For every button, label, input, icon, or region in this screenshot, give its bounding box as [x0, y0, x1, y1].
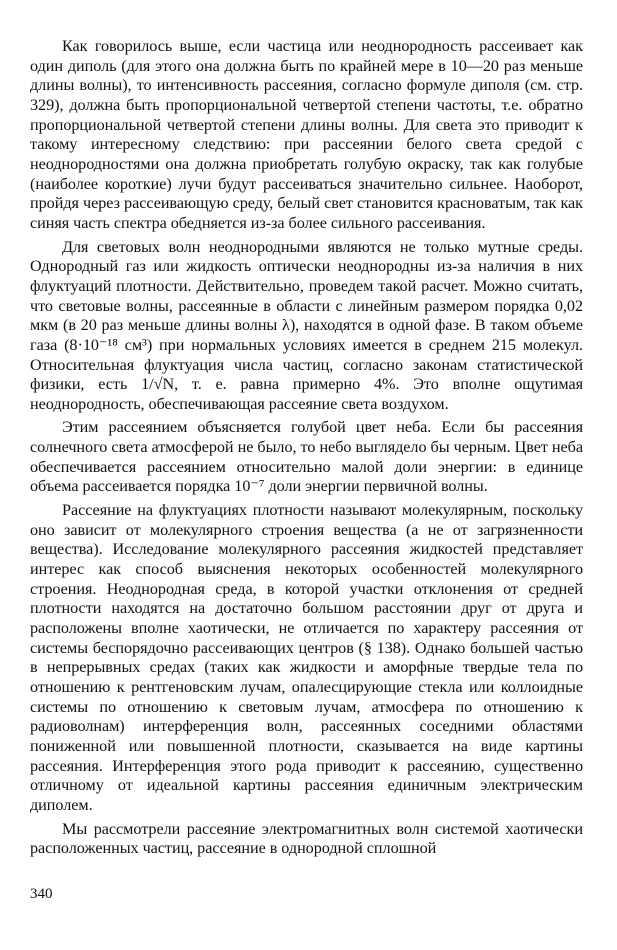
paragraph: Рассеяние на флуктуациях плотности называют молекулярным, поскольку оно зависит от молекулярного строения вещества (а не от загрязненности вещества). Исследование молекулярного рассеяния жидкостей представляет интерес как способ выяснения некоторых особенностей молекулярного строения. Неоднородная среда, в которой участки отклонения от средней плотности находятся на достаточно большом расстоянии друг от друга и расположены вполне хаотически, не отличается по характеру рассеяния от системы беспорядочно рассеивающих центров (§ 138). Однако большей частью в непрерывных средах (таких как жидкости и аморфные твердые тела по отношению к рентгеновским лучам, опалесцирующие стекла или коллоидные системы по отношению к световым лучам, атмосфера по отношению к радиоволнам) интерференция волн, рассеянных соседними областями пониженной или повышенной плотности, сказывается на виде картины рассеяния. Интерференция этого рода приводит к рассеянию, существенно отличному от идеальной картины рассеяния единичным электрическим диполем.: [30, 501, 583, 814]
paragraph: Как говорилось выше, если частица или неоднородность рассеивает как один диполь (для этого она должна быть по крайней мере в 10—20 раз меньше длины волны), то интенсивность рассеяния, согласно формуле диполя (см. стр. 329), должна быть пропорциональной четвертой степени частоты, т.е. обратно пропорциональной четвертой степени длины волны. Для света это приводит к такому интересному следствию: при рассеянии белого света средой с неоднородностями она должна приобретать голубую окраску, так как голубые (наиболее короткие) лучи будут рассеиваться значительно сильнее. Наоборот, пройдя через рассеивающую среду, белый свет становится красноватым, так как синяя часть спектра обедняется из-за более сильного рассеивания.: [30, 37, 583, 232]
paragraph: Этим рассеянием объясняется голубой цвет неба. Если бы рассеяния солнечного света атмосферой не было, то небо выглядело бы черным. Цвет неба обеспечивается рассеянием относительно малой доли энергии: в единице объема рассеивается порядка 10⁻⁷ доли энергии первичной волны.: [30, 418, 583, 496]
paragraph: Для световых волн неоднородными являются не только мутные среды. Однородный газ или жидкость оптически неоднородны из-за наличия в них флуктуаций плотности. Действительно, проведем такой расчет. Можно считать, что световые волны, рассеянные в области с линейным размером порядка 0,02 мкм (в 20 раз меньше длины волны λ), находятся в одной фазе. В таком объеме газа (8·10⁻¹⁸ см³) при нормальных условиях имеется в среднем 215 молекул. Относительная флуктуация числа частиц, согласно законам статистической физики, есть 1/√N, т. е. равна примерно 4%. Это вполне ощутимая неоднородность, обеспечивающая рассеяние света воздухом.: [30, 237, 583, 413]
body-text: [30, 37, 583, 863]
page-number: 340: [30, 886, 53, 902]
paragraph: Мы рассмотрели рассеяние электромагнитных волн системой хаотически расположенных частиц, рассеяние в однородной сплошной: [30, 819, 583, 858]
book-page: [30, 0, 583, 950]
